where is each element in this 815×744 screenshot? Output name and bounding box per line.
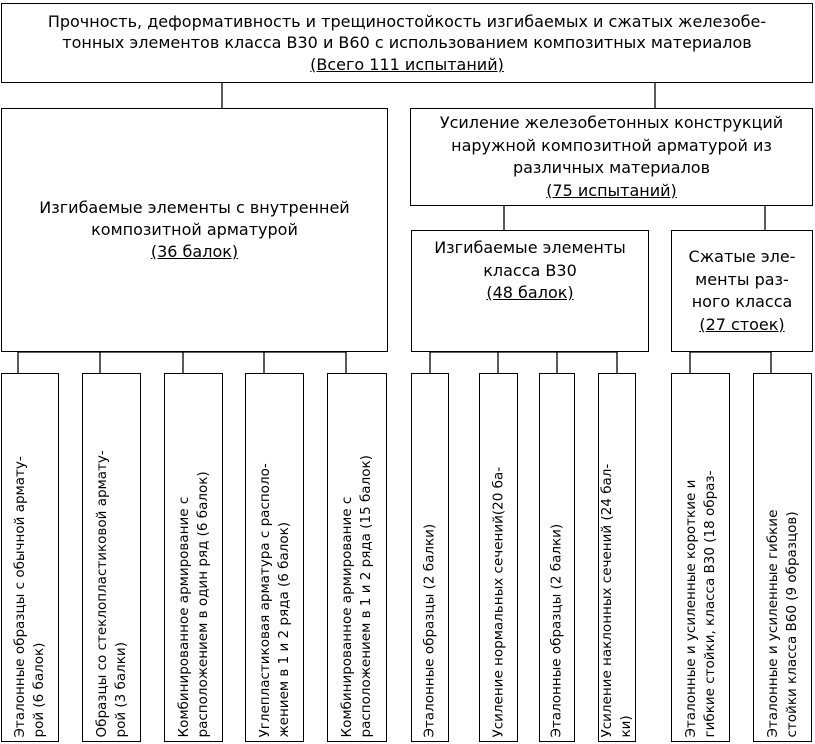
comp-group-line-2: менты раз- bbox=[695, 269, 789, 289]
comp-group-box bbox=[671, 230, 813, 352]
comp-group-line-3: ного класса bbox=[691, 292, 793, 311]
leaf-line: Усиление нормальных сечений(20 ба- bbox=[490, 466, 506, 737]
leaf-line: Комбинированное армирование с bbox=[339, 496, 355, 737]
leaf-line: расположением в 1 и 2 ряда (15 балок) bbox=[358, 454, 374, 737]
leaf-line: Эталонные и усиленные гибкие bbox=[764, 509, 781, 737]
comp-group-line-1: Сжатые эле- bbox=[688, 247, 796, 266]
left-group-count: (36 балок) bbox=[150, 242, 239, 261]
bend-group-box bbox=[411, 230, 649, 352]
leaf-line: Усиление наклонных сечений (24 бал- bbox=[599, 463, 615, 737]
right-group-count: (75 испытаний) bbox=[546, 180, 677, 200]
leaf-line: Комбинированное армирование с bbox=[175, 496, 192, 737]
root-title-line-1: Прочность, деформативность и трещиностойкость изгибаемых и сжатых железобе- bbox=[47, 11, 767, 31]
leaf-line: расположением в один ряд (6 балок) bbox=[194, 470, 211, 737]
leaf-box bbox=[671, 373, 730, 742]
leaf-box bbox=[245, 373, 304, 742]
bend-group-count: (48 балок) bbox=[486, 283, 574, 302]
leaf-line: жением в 1 и 2 ряда (6 балок) bbox=[275, 521, 292, 737]
leaf-line: Эталонные образцы с обычной армату- bbox=[12, 455, 28, 737]
leaf-box bbox=[753, 373, 812, 742]
leaf-box bbox=[1, 373, 59, 742]
root-total: (Всего 111 испытаний) bbox=[310, 54, 504, 74]
leaf-line: Эталонные и усиленные короткие и bbox=[682, 479, 699, 737]
right-group-line-2: наружной композитной арматурой из bbox=[451, 135, 772, 155]
leaf-line: ки) bbox=[618, 714, 634, 737]
root-title-line-2: тонных элементов класса В30 и В60 с использованием композитных материалов bbox=[62, 33, 752, 53]
leaf-box bbox=[411, 373, 449, 742]
leaf-line: рой (6 балок) bbox=[31, 642, 47, 737]
right-group-box bbox=[410, 108, 813, 206]
left-group-line-1: Изгибаемые элементы с внутренней bbox=[39, 198, 350, 217]
comp-group-count: (27 стоек) bbox=[699, 314, 785, 334]
leaf-box bbox=[539, 373, 575, 742]
right-group-line-3: различных материалов bbox=[512, 158, 711, 177]
bend-group-line-1: Изгибаемые элементы bbox=[434, 238, 626, 257]
leaf-line: Эталонные образцы (2 балки) bbox=[548, 523, 565, 737]
leaf-box bbox=[327, 373, 387, 742]
bend-group-line-2: класса В30 bbox=[483, 260, 577, 280]
leaf-line: Образцы со стеклопластиковой армату- bbox=[93, 449, 110, 737]
left-group-box bbox=[1, 108, 388, 352]
leaf-box bbox=[82, 373, 141, 742]
leaf-box bbox=[598, 373, 636, 742]
leaf-line: гибкие стойки, класса В30 (18 образ- bbox=[701, 470, 718, 737]
leaf-line: Эталонные образцы (2 балки) bbox=[421, 523, 438, 737]
leaf-line: стойки класса В60 (9 образцов) bbox=[783, 510, 800, 737]
leaf-line: рой (3 балки) bbox=[112, 641, 129, 737]
root-box bbox=[1, 3, 813, 83]
left-group-line-2: композитной арматурой bbox=[91, 220, 298, 239]
leaf-line: Углепластиковая арматура с располо- bbox=[256, 462, 273, 737]
leaf-box bbox=[479, 373, 518, 742]
right-group-line-1: Усиление железобетонных конструкций bbox=[439, 113, 784, 132]
leaf-box bbox=[164, 373, 223, 742]
